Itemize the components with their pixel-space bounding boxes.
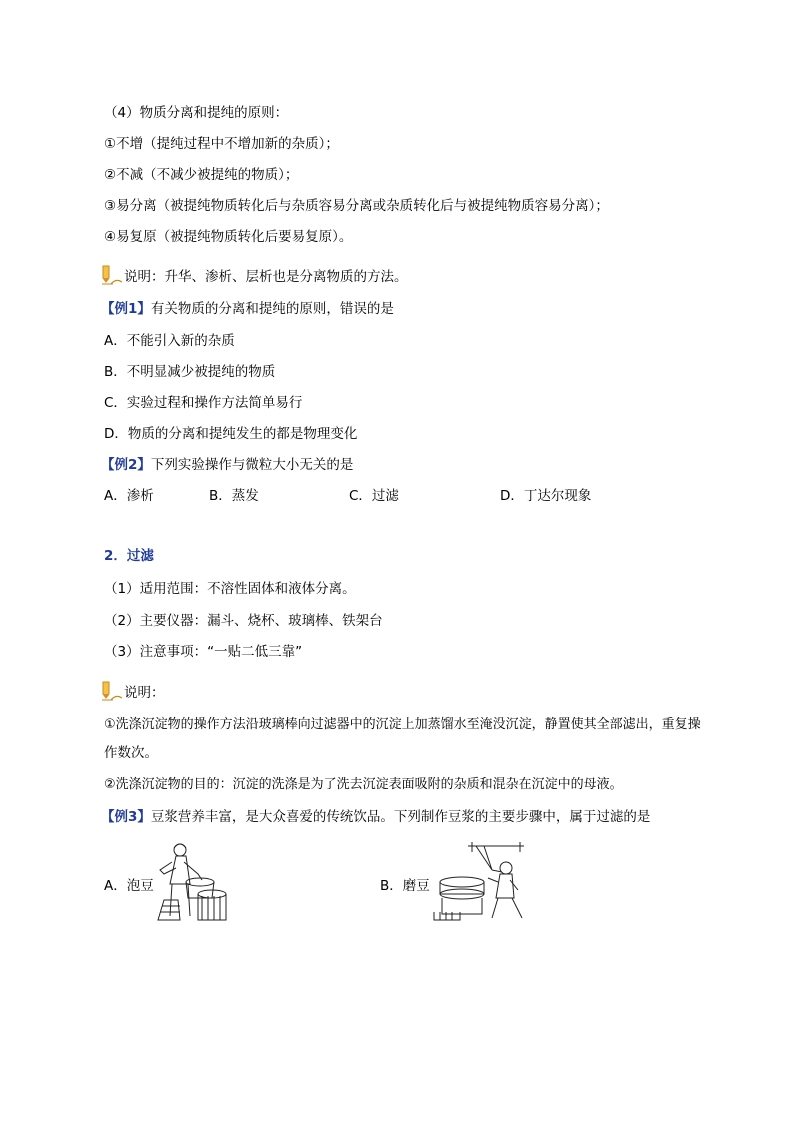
example-2-option: C．过滤: [349, 488, 399, 504]
example-2-option: D．丁达尔现象: [500, 488, 592, 504]
note-1: [100, 264, 408, 286]
example-1-option: A．不能引入新的杂质: [104, 333, 235, 349]
pencil-note-icon: [100, 680, 124, 702]
principle-item: ②不减（不减少被提纯的物质）；: [104, 167, 299, 183]
example-2-option: B．蒸发: [209, 488, 259, 504]
example-2-text: 下列实验操作与微粒大小无关的是: [150, 457, 354, 473]
example-2-question: [101, 456, 353, 474]
section-2-item: （1）适用范围：不溶性固体和液体分离。: [104, 581, 356, 597]
section-2-heading: 2．过滤: [104, 548, 154, 564]
example-1-question: [101, 300, 394, 318]
note-2-line: ②洗涤沉淀物的目的：沉淀的洗涤是为了洗去沉淀表面吸附的杂质和混杂在沉淀中的母液。: [104, 777, 623, 792]
note-2-line: ①洗涤沉淀物的操作方法沿玻璃棒向过滤器中的沉淀上加蒸馏水至淹没沉淀，静置使其全部滤出，重复操: [104, 717, 701, 732]
example-3-question: [101, 808, 650, 826]
soaking-beans-illustration: [150, 840, 236, 926]
principle-item: ①不增（提纯过程中不增加新的杂质）；: [104, 136, 339, 152]
note-2-label: 说明：: [124, 685, 165, 701]
example-3-text: 豆浆营养丰富，是大众喜爱的传统饮品。下列制作豆浆的主要步骤中，属于过滤的是: [150, 809, 651, 825]
example-3-option: A．泡豆: [104, 878, 154, 894]
example-3-option: B．磨豆: [380, 878, 430, 894]
example-2-option: A．渗析: [104, 488, 154, 504]
example-1-option: B．不明显减少被提纯的物质: [104, 364, 276, 380]
pencil-note-icon: [100, 264, 124, 286]
principle-item: ③易分离（被提纯物质转化后与杂质容易分离或杂质转化后与被提纯物质容易分离）；: [104, 198, 609, 214]
example-1-text: 有关物质的分离和提纯的原则，错误的是: [150, 301, 394, 317]
note-2-line: 作数次。: [104, 745, 158, 761]
note-1-text: 说明：升华、渗析、层析也是分离物质的方法。: [124, 269, 408, 285]
example-3-label: 【例3】: [101, 809, 151, 825]
note-2: [100, 680, 165, 702]
principles-title: （4）物质分离和提纯的原则：: [104, 105, 289, 121]
section-2-item: （2）主要仪器：漏斗、烧杯、玻璃棒、铁架台: [104, 613, 383, 629]
example-1-option: D．物质的分离和提纯发生的都是物理变化: [104, 426, 358, 442]
example-2-label: 【例2】: [101, 457, 151, 473]
principle-item: ④易复原（被提纯物质转化后要易复原）。: [104, 229, 353, 245]
example-1-option: C．实验过程和操作方法简单易行: [104, 395, 303, 411]
example-1-label: 【例1】: [101, 301, 151, 317]
section-2-item: （3）注意事项：“一贴二低三靠”: [104, 644, 303, 660]
grinding-beans-illustration: [432, 842, 528, 926]
